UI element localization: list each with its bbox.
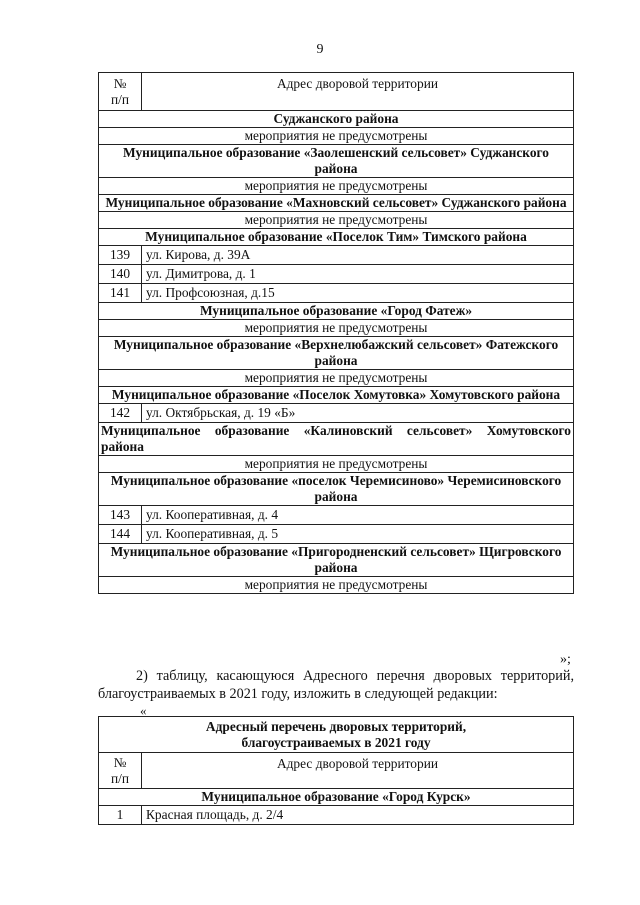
note-row	[99, 320, 574, 337]
main-address-table	[98, 72, 574, 594]
row-address: ул. Кооперативная, д. 5	[142, 525, 574, 544]
note-row	[99, 128, 574, 145]
section-row	[99, 473, 574, 506]
section-row	[99, 337, 574, 370]
section-heading: Муниципальное образование «Махновский сельсовет» Суджанского района	[99, 195, 574, 212]
header-address-cell	[142, 73, 574, 111]
plan-2021-table	[98, 716, 574, 825]
note-text: мероприятия не предусмотрены	[99, 212, 574, 229]
section-row	[99, 387, 574, 404]
amendment-paragraph: 2) таблицу, касающуюся Адресного перечня дворовых территорий, благоустраиваемых в 2021 году, изложить в следующей редакции:	[98, 668, 574, 702]
row-address: ул. Профсоюзная, д.15	[142, 284, 574, 303]
section-heading: Муниципальное образование «Город Курск»	[99, 789, 574, 806]
table-row	[99, 246, 574, 265]
table-row	[99, 284, 574, 303]
plan-header-num-cell	[99, 753, 142, 789]
note-text: мероприятия не предусмотрены	[99, 577, 574, 594]
section-heading: Муниципальное образование «Заолешенский сельсовет» Суджанского района	[99, 145, 574, 178]
section-heading: Муниципальное образование «Верхнелюбажский сельсовет» Фатежского района	[99, 337, 574, 370]
row-number: 142	[99, 404, 142, 423]
opening-quote: «	[140, 703, 147, 718]
note-row	[99, 370, 574, 387]
section-heading: Муниципальное образование «Калиновский сельсовет» Хомутовского района	[99, 423, 574, 456]
note-row	[99, 212, 574, 229]
section-row	[99, 229, 574, 246]
plan-table-body	[99, 717, 574, 825]
row-address: ул. Кооперативная, д. 4	[142, 506, 574, 525]
note-text: мероприятия не предусмотрены	[99, 320, 574, 337]
plan-title: Адресный перечень дворовых территорий, благоустраиваемых в 2021 году	[205, 718, 467, 750]
section-heading: Муниципальное образование «поселок Черемисиново» Черемисиновского района	[99, 473, 574, 506]
note-text: мероприятия не предусмотрены	[99, 370, 574, 387]
section-row	[99, 544, 574, 577]
header-num: № п/п	[110, 75, 130, 107]
section-heading: Муниципальное образование «Поселок Тим» Тимского района	[99, 229, 574, 246]
table-row	[99, 404, 574, 423]
page-number: 9	[316, 42, 324, 57]
note-text: мероприятия не предусмотрены	[99, 456, 574, 473]
row-address: ул. Октябрьская, д. 19 «Б»	[142, 404, 574, 423]
table-row	[99, 506, 574, 525]
table-header-row	[99, 73, 574, 111]
note-text: мероприятия не предусмотрены	[99, 128, 574, 145]
row-number: 144	[99, 525, 142, 544]
row-number: 143	[99, 506, 142, 525]
plan-header-address: Адрес дворовой территории	[276, 756, 439, 771]
note-row	[99, 178, 574, 195]
plan-header-address-cell	[142, 753, 574, 789]
section-row	[99, 195, 574, 212]
section-row	[99, 789, 574, 806]
row-number: 141	[99, 284, 142, 303]
row-address: Красная площадь, д. 2/4	[142, 806, 574, 825]
section-heading: Муниципальное образование «Поселок Хомутовка» Хомутовского района	[99, 387, 574, 404]
plan-title-cell	[99, 717, 574, 753]
row-address: ул. Димитрова, д. 1	[142, 265, 574, 284]
plan-header-row	[99, 753, 574, 789]
note-row	[99, 577, 574, 594]
row-number: 1	[99, 806, 142, 825]
section-heading: Суджанского района	[99, 111, 574, 128]
table-row	[99, 525, 574, 544]
header-address: Адрес дворовой территории	[276, 76, 439, 91]
section-row	[99, 423, 574, 456]
row-number: 139	[99, 246, 142, 265]
row-address: ул. Кирова, д. 39А	[142, 246, 574, 265]
section-heading: Муниципальное образование «Город Фатеж»	[99, 303, 574, 320]
closing-quote: »;	[560, 652, 571, 667]
row-number: 140	[99, 265, 142, 284]
section-row	[99, 303, 574, 320]
plan-title-row	[99, 717, 574, 753]
note-row	[99, 456, 574, 473]
table-row	[99, 265, 574, 284]
section-row	[99, 145, 574, 178]
note-text: мероприятия не предусмотрены	[99, 178, 574, 195]
section-heading: Муниципальное образование «Пригородненский сельсовет» Щигровского района	[99, 544, 574, 577]
header-num-cell	[99, 73, 142, 111]
section-row	[99, 111, 574, 128]
table-row	[99, 806, 574, 825]
plan-header-num: № п/п	[110, 754, 130, 786]
main-table-body	[99, 73, 574, 594]
